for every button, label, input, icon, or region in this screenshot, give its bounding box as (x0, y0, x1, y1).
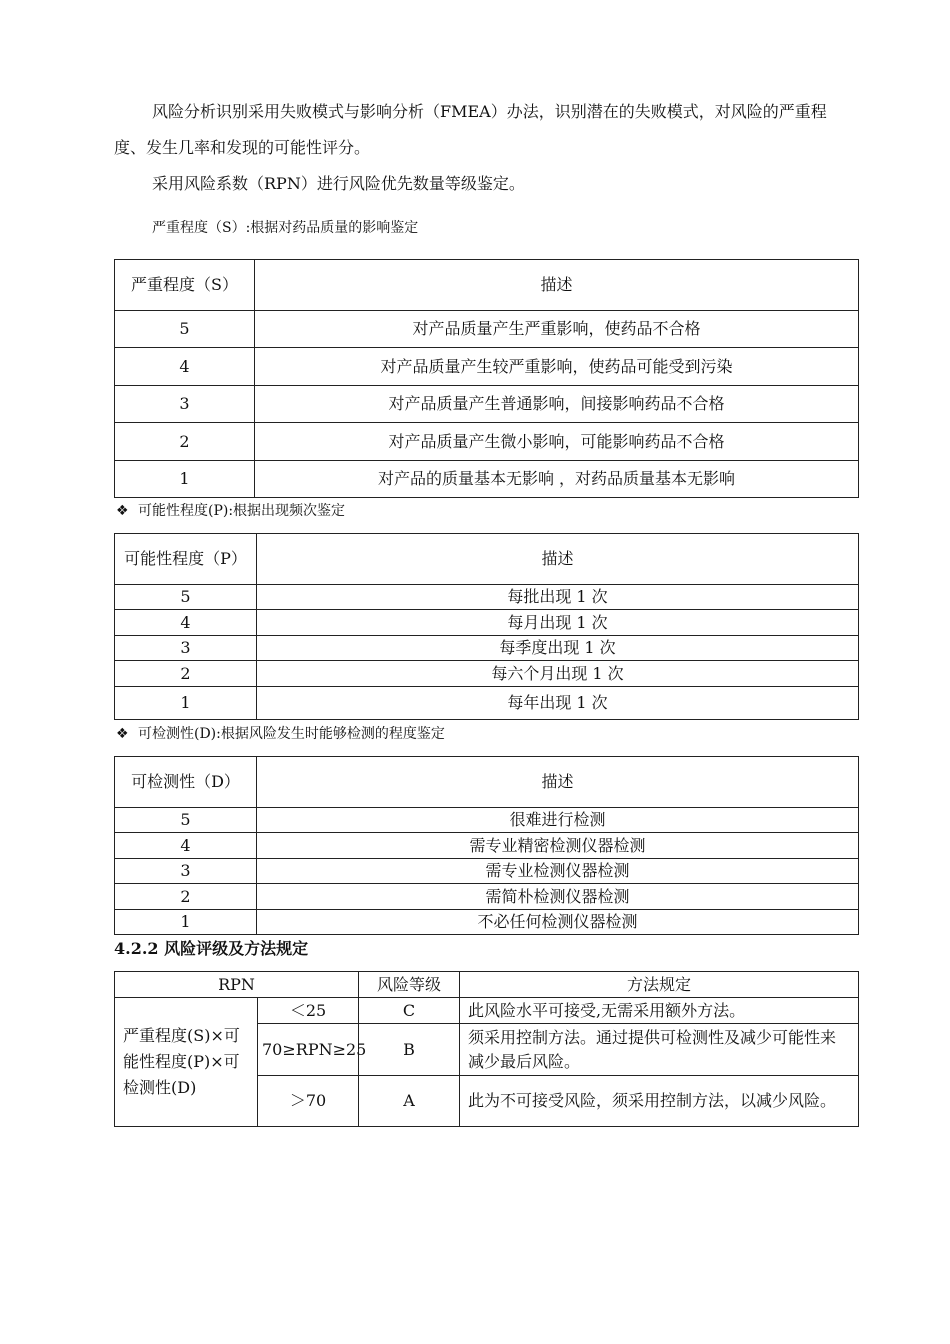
probability-desc: 每年出现 1 次 (257, 687, 859, 720)
table-row (115, 311, 859, 348)
table-row (115, 461, 859, 498)
detectability-desc: 需专业精密检测仪器检测 (257, 833, 859, 859)
detectability-caption: 可检测性(D):根据风险发生时能够检测的程度鉴定 (138, 726, 445, 742)
table-row (115, 585, 859, 610)
detectability-caption-line (116, 724, 445, 744)
table-row (115, 610, 859, 636)
probability-caption-line (116, 501, 345, 521)
probability-header-level: 可能性程度（P） (115, 534, 257, 585)
severity-desc: 对产品质量产生严重影响，使药品不合格 (255, 311, 859, 348)
rpn-formula: 严重程度(S)×可能性程度(P)×可检测性(D) (115, 998, 258, 1127)
intro-paragraph-2: 采用风险系数（RPN）进行风险优先数量等级鉴定。 (152, 174, 525, 193)
table-row (115, 998, 859, 1024)
method-text: 此风险水平可接受,无需采用额外方法。 (460, 998, 859, 1024)
risk-grade: C (359, 998, 460, 1024)
severity-level: 5 (115, 311, 255, 348)
severity-table (114, 259, 859, 498)
detectability-level: 4 (115, 833, 257, 859)
detectability-desc: 很难进行检测 (257, 808, 859, 833)
severity-caption: 严重程度（S）:根据对药品质量的影响鉴定 (152, 220, 419, 236)
table-row (115, 423, 859, 461)
detectability-desc: 不必任何检测仪器检测 (257, 910, 859, 935)
severity-desc: 对产品质量产生微小影响，可能影响药品不合格 (255, 423, 859, 461)
grade-header: 风险等级 (359, 972, 460, 998)
detectability-header-desc: 描述 (257, 757, 859, 808)
method-text: 此为不可接受风险，须采用控制方法，以减少风险。 (460, 1076, 859, 1127)
table-row (115, 687, 859, 720)
detectability-table (114, 756, 859, 935)
severity-level: 1 (115, 461, 255, 498)
rpn-range: ＜25 (258, 998, 359, 1024)
severity-level: 4 (115, 348, 255, 386)
rpn-range: 70≥RPN≥25 (258, 1024, 359, 1076)
detectability-level: 3 (115, 859, 257, 884)
detectability-desc: 需简朴检测仪器检测 (257, 884, 859, 910)
probability-desc: 每季度出现 1 次 (257, 636, 859, 661)
section-title: 4.2.2 风险评级及方法规定 (114, 939, 309, 958)
probability-table (114, 533, 859, 720)
risk-grade: B (359, 1024, 460, 1076)
probability-header-desc: 描述 (257, 534, 859, 585)
probability-level: 1 (115, 687, 257, 720)
table-row (115, 833, 859, 859)
rpn-table (114, 971, 859, 1127)
probability-desc: 每月出现 1 次 (257, 610, 859, 636)
table-row (115, 661, 859, 687)
table-row (115, 808, 859, 833)
rpn-header-row (115, 972, 859, 998)
table-row (115, 636, 859, 661)
detectability-level: 5 (115, 808, 257, 833)
probability-level: 5 (115, 585, 257, 610)
table-row (115, 348, 859, 386)
severity-header-row (115, 260, 859, 311)
risk-grade: A (359, 1076, 460, 1127)
probability-level: 2 (115, 661, 257, 687)
probability-desc: 每六个月出现 1 次 (257, 661, 859, 687)
severity-header-level: 严重程度（S） (115, 260, 255, 311)
table-row (115, 859, 859, 884)
severity-desc: 对产品质量产生较严重影响，使药品可能受到污染 (255, 348, 859, 386)
severity-level: 3 (115, 386, 255, 423)
intro-paragraph-1: 风险分析识别采用失败模式与影响分析（FMEA）办法，识别潜在的失败模式，对风险的严重程度、发生几率和发现的可能性评分。 (114, 102, 827, 157)
diamond-bullet-icon: ❖ (116, 503, 129, 519)
rpn-range: ＞70 (258, 1076, 359, 1127)
detectability-level: 2 (115, 884, 257, 910)
table-row (115, 910, 859, 935)
probability-level: 3 (115, 636, 257, 661)
probability-desc: 每批出现 1 次 (257, 585, 859, 610)
severity-desc: 对产品的质量基本无影响 ，对药品质量基本无影响 (255, 461, 859, 498)
detectability-header-row (115, 757, 859, 808)
probability-header-row (115, 534, 859, 585)
detectability-level: 1 (115, 910, 257, 935)
table-row (115, 386, 859, 423)
severity-header-desc: 描述 (255, 260, 859, 311)
severity-desc: 对产品质量产生普通影响，间接影响药品不合格 (255, 386, 859, 423)
probability-level: 4 (115, 610, 257, 636)
method-text: 须采用控制方法。通过提供可检测性及减少可能性来减少最后风险。 (460, 1024, 859, 1076)
severity-level: 2 (115, 423, 255, 461)
probability-caption: 可能性程度(P):根据出现频次鉴定 (138, 503, 346, 519)
table-row (115, 884, 859, 910)
detectability-desc: 需专业检测仪器检测 (257, 859, 859, 884)
rpn-header: RPN (115, 972, 359, 998)
method-header: 方法规定 (460, 972, 859, 998)
diamond-bullet-icon: ❖ (116, 726, 129, 742)
detectability-header-level: 可检测性（D） (115, 757, 257, 808)
